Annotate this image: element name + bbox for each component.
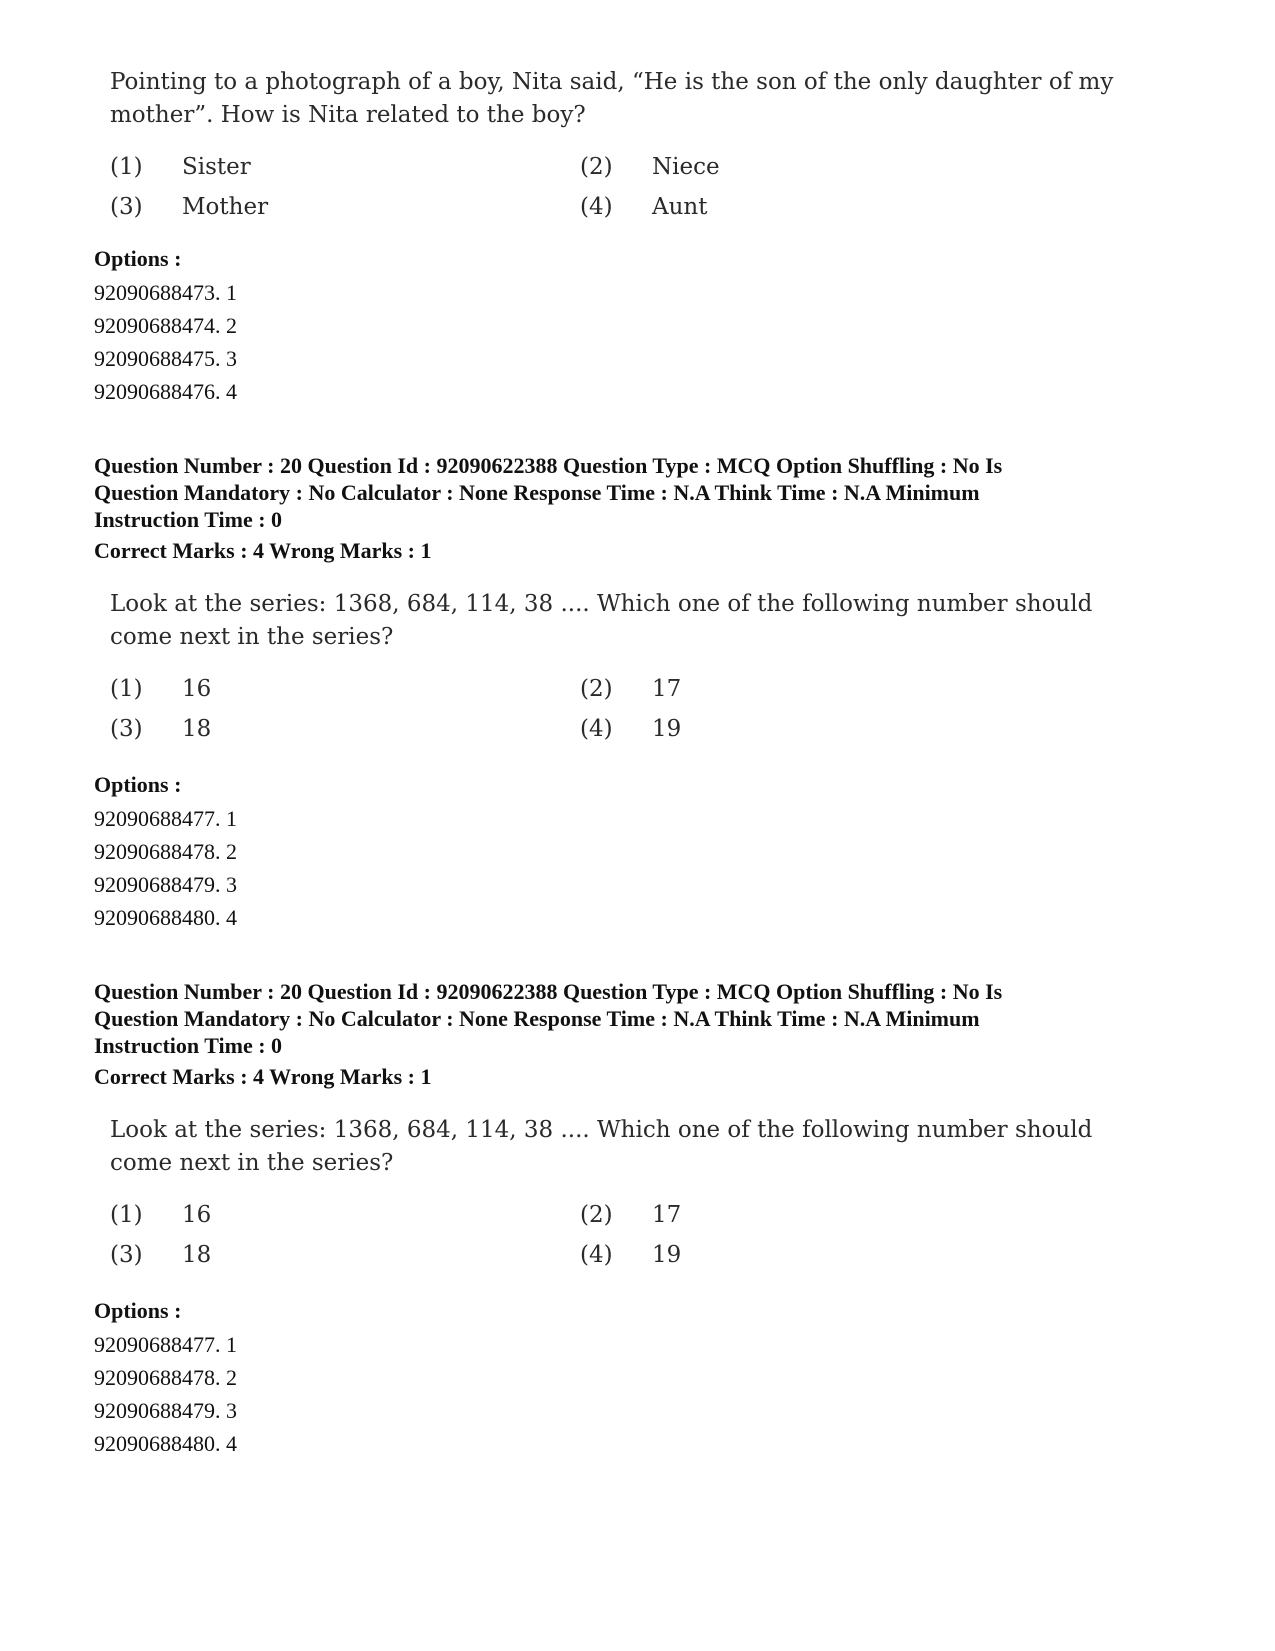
marks-line: Correct Marks : 4 Wrong Marks : 1 [94, 1064, 432, 1089]
question-image-1 [110, 66, 1130, 220]
choice-grid [110, 154, 1130, 220]
option-line: 92090688475. 3 [94, 346, 237, 371]
choice-text: 19 [652, 716, 682, 742]
choice-text: Niece [652, 154, 720, 180]
choice-item [580, 194, 1050, 220]
option-line: 92090688473. 1 [94, 280, 237, 305]
choice-item [110, 676, 580, 702]
choice-item [580, 1202, 1050, 1228]
option-line: 92090688480. 4 [94, 905, 237, 930]
choice-item [110, 1242, 580, 1268]
choice-grid [110, 676, 1130, 742]
option-line: 92090688477. 1 [94, 1332, 237, 1357]
choice-text: 17 [652, 676, 682, 702]
choice-text: 16 [182, 676, 212, 702]
choice-text: 19 [652, 1242, 682, 1268]
choice-text: Aunt [652, 194, 708, 220]
question-stem: Look at the series: 1368, 684, 114, 38 .... Which one of the following number should come next in the series? [110, 591, 1093, 650]
meta-line: Question Mandatory : No Calculator : None Response Time : N.A Think Time : N.A Minimum [94, 1006, 980, 1031]
meta-line: Question Mandatory : No Calculator : None Response Time : N.A Think Time : N.A Minimum [94, 480, 980, 505]
choice-number: (3) [110, 194, 143, 220]
options-list-1 [94, 246, 1194, 408]
options-title: Options : [94, 246, 182, 271]
choice-item [110, 154, 580, 180]
option-line: 92090688478. 2 [94, 1365, 237, 1390]
option-line: 92090688476. 4 [94, 379, 237, 404]
meta-line: Question Number : 20 Question Id : 92090622388 Question Type : MCQ Option Shuffling : No Is [94, 979, 1003, 1004]
choice-text: 18 [182, 1242, 212, 1268]
choice-number: (1) [110, 676, 143, 702]
marks-line: Correct Marks : 4 Wrong Marks : 1 [94, 538, 432, 563]
choice-item [580, 1242, 1050, 1268]
options-list-3 [94, 1298, 1194, 1460]
choice-number: (2) [580, 1202, 613, 1228]
meta-line: Instruction Time : 0 [94, 1033, 283, 1058]
option-line: 92090688479. 3 [94, 1398, 237, 1423]
choice-text: 16 [182, 1202, 212, 1228]
choice-item [110, 194, 580, 220]
options-title: Options : [94, 1298, 182, 1323]
choice-text: 17 [652, 1202, 682, 1228]
choice-number: (3) [110, 716, 143, 742]
choice-text: Mother [182, 194, 269, 220]
question-stem: Look at the series: 1368, 684, 114, 38 .... Which one of the following number should come next in the series? [110, 1117, 1093, 1176]
choice-text: 18 [182, 716, 212, 742]
choice-number: (1) [110, 154, 143, 180]
option-line: 92090688479. 3 [94, 872, 237, 897]
question-meta-3 [94, 978, 1194, 1090]
question-image-3 [110, 1114, 1130, 1268]
choice-number: (4) [580, 194, 613, 220]
choice-number: (3) [110, 1242, 143, 1268]
question-image-2 [110, 588, 1130, 742]
options-title: Options : [94, 772, 182, 797]
meta-line: Instruction Time : 0 [94, 507, 283, 532]
choice-item [580, 676, 1050, 702]
option-line: 92090688480. 4 [94, 1431, 237, 1456]
option-line: 92090688478. 2 [94, 839, 237, 864]
meta-line: Question Number : 20 Question Id : 92090622388 Question Type : MCQ Option Shuffling : No Is [94, 453, 1003, 478]
question-stem: Pointing to a photograph of a boy, Nita said, “He is the son of the only daughter of my mother”. How is Nita related to the boy? [110, 69, 1114, 128]
choice-text: Sister [182, 154, 251, 180]
choice-item [580, 154, 1050, 180]
choice-number: (1) [110, 1202, 143, 1228]
choice-number: (2) [580, 676, 613, 702]
choice-grid [110, 1202, 1130, 1268]
choice-number: (4) [580, 1242, 613, 1268]
choice-number: (2) [580, 154, 613, 180]
option-line: 92090688474. 2 [94, 313, 237, 338]
option-line: 92090688477. 1 [94, 806, 237, 831]
choice-item [110, 1202, 580, 1228]
options-list-2 [94, 772, 1194, 934]
choice-item [580, 716, 1050, 742]
choice-item [110, 716, 580, 742]
question-meta-2 [94, 452, 1194, 564]
choice-number: (4) [580, 716, 613, 742]
